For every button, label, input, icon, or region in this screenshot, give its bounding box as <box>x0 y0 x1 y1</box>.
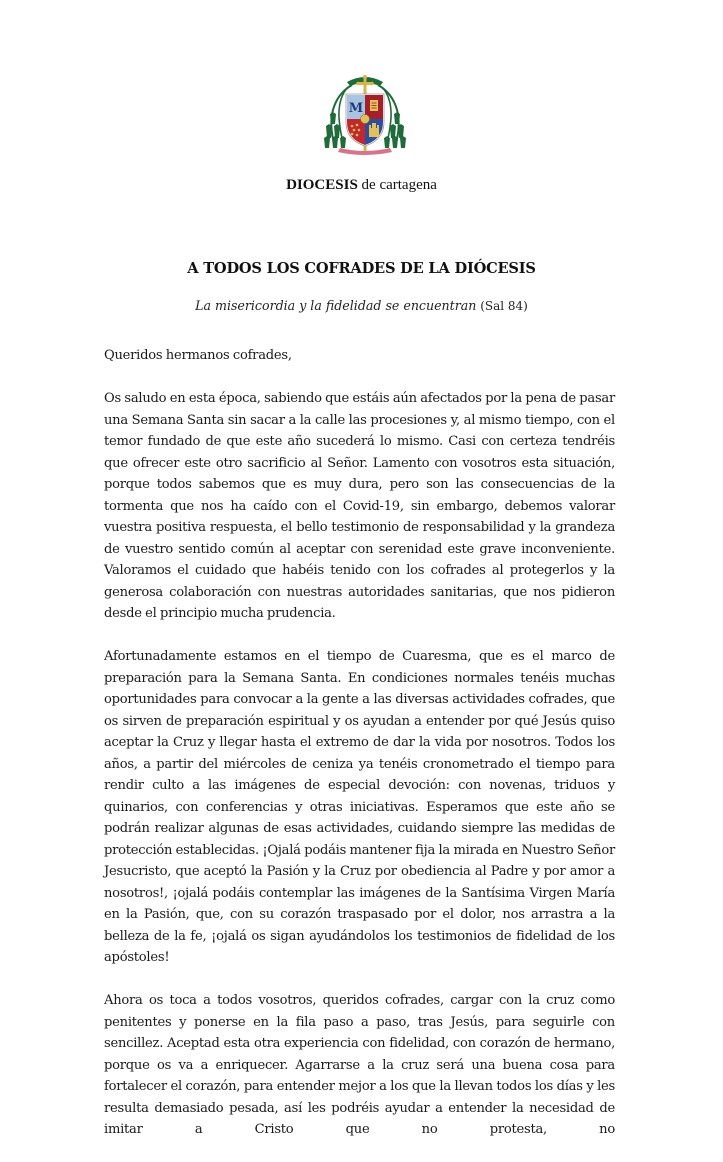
diocese-name-rest: de cartagena <box>357 177 437 193</box>
paragraph: Os saludo en esta época, sabiendo que estáis aún afectados por la pena de pasar una Semana Santa sin sacar a la calle las procesiones y, al mismo tiempo, con el temor fundado de que este año sucederá lo mismo. Casi con certeza tendréis que ofrecer este otro sacrificio al Señor. Lamento con vosotros esta situación, porque todos sabemos que es muy dura, pero son las consecuencias de la tormenta que nos ha caído con el Covid-19, sin embargo, debemos valorar vuestra positiva respuesta, el bello testimonio de responsabilidad y la grandeza de vuestro sentido común al aceptar con serenidad este grave inconveniente. Valoramos el cuidado que habéis tenido con los cofrades al protegerlos y la generosa colaboración con nuestras autoridades sanitarias, que nos pidieron desde el principio mucha prudencia. <box>104 391 615 621</box>
diocese-name <box>0 177 723 194</box>
subtitle-reference: (Sal 84) <box>476 299 528 313</box>
tassels-left <box>324 112 346 148</box>
letter-title: A TODOS LOS COFRADES DE LA DIÓCESIS <box>187 260 536 277</box>
letter-body <box>104 345 615 1162</box>
tassels-right <box>384 112 406 148</box>
svg-text:M: M <box>348 101 364 116</box>
coat-of-arms-icon <box>322 74 408 156</box>
subtitle-quote: La misericordia y la fidelidad se encuentran <box>195 298 477 313</box>
letter-subtitle <box>0 298 723 313</box>
diocese-name-bold: DIOCESIS <box>286 177 358 193</box>
shield <box>346 94 384 146</box>
paragraph: Ahora os toca a todos vosotros, queridos cofrades, cargar con la cruz como penitentes y ponerse en la fila paso a paso, tras Jesús, para seguirle con sencillez. Aceptad esta otra experiencia con fidelidad, con corazón de hermano, porque os va a enriquecer. Agarrarse a la cruz será una buena cosa para fortalecer el corazón, para entender mejor a los que la llevan todos los días y les resulta demasiado pesada, así les podréis ayudar a entender la necesidad de imitar a Cristo que no protesta, no <box>104 993 615 1137</box>
paragraph: Afortunadamente estamos en el tiempo de Cuaresma, que es el marco de preparación para la Semana Santa. En condiciones normales tenéis muchas oportunidades para convocar a la gente a las diversas actividades cofrades, que os sirven de preparación espiritual y os ayudan a entender por qué Jesús quiso aceptar la Cruz y llegar hasta el extremo de dar la vida por nosotros. Todos los años, a partir del miércoles de ceniza ya tenéis cronometrado el tiempo para rendir culto a las imágenes de especial devoción: con novenas, triduos y quinarios, con conferencias y otras iniciativas. Esperamos que este año se podrán realizar algunas de esas actividades, cuidando siempre las medidas de protección establecidas. ¡Ojalá podáis mantener fija la mirada en Nuestro Señor Jesucristo, que aceptó la Pasión y la Cruz por obediencia al Padre y por amor a nosotros!, ¡ojalá podáis contemplar las imágenes de la Santísima Virgen María en la Pasión, que, con su corazón traspasado por el dolor, nos arrastra a la belleza de la fe, ¡ojalá os sigan ayudándolos los testimonios de fidelidad de los apóstoles! <box>104 649 615 965</box>
greeting: Queridos hermanos cofrades, <box>104 348 292 363</box>
